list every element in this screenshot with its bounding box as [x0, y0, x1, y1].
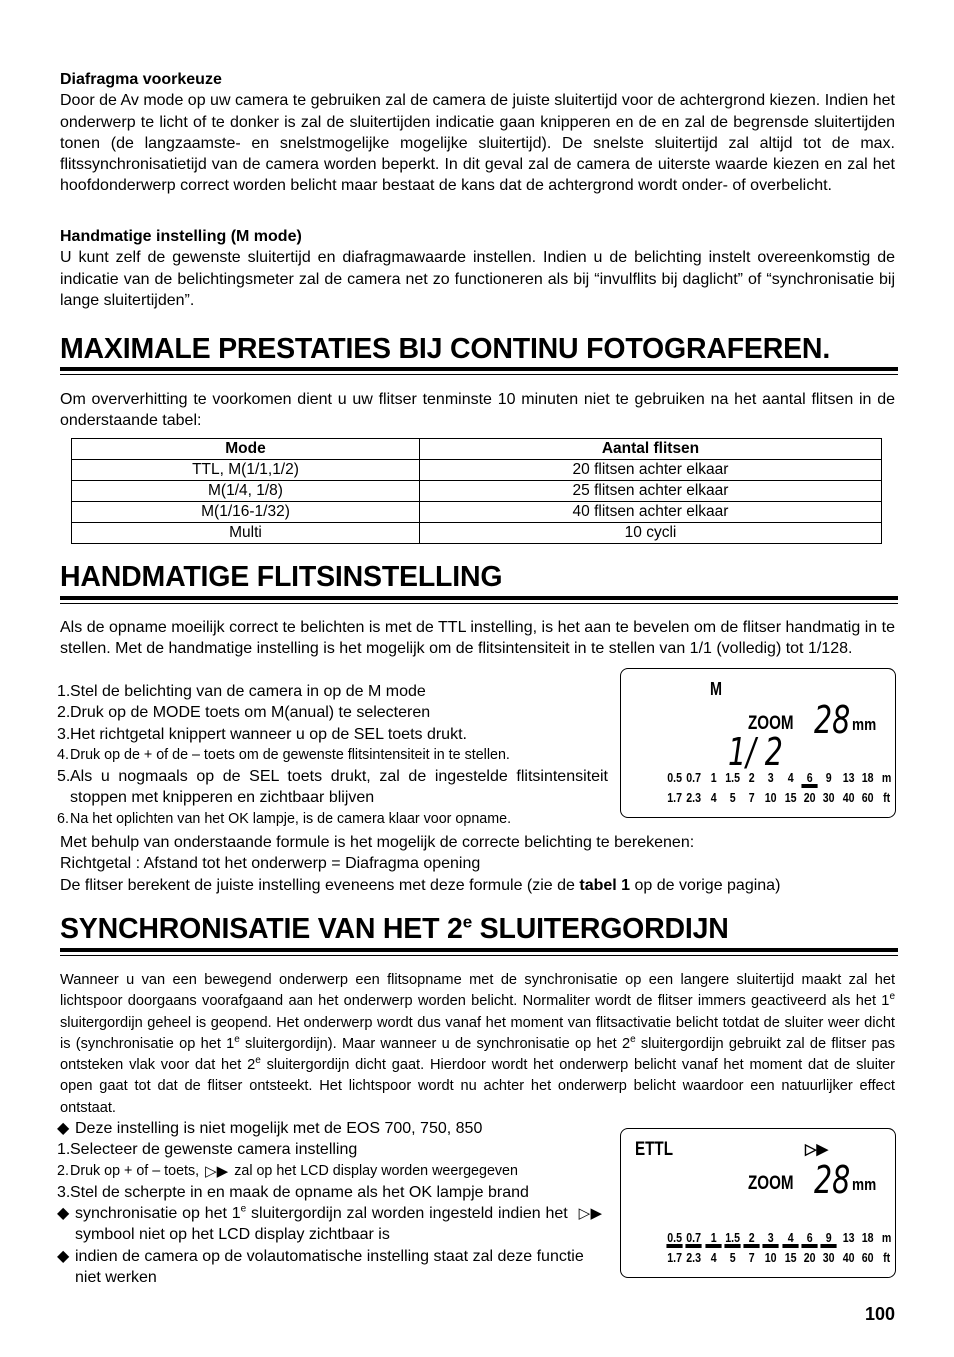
scale-value: 1.7 [667, 791, 683, 805]
text: sluitergordijn geheel is geopend. Het onderwerp wordt dus vanaf het moment van flitsactivatie belicht totdat de sluiter weer dicht is (synchronisatie op het 1 [60, 1014, 895, 1052]
scale-value: 0.7 [686, 771, 702, 785]
scale-value: 9 [826, 771, 832, 785]
list-item [57, 1161, 608, 1182]
scale-value: 40 [842, 791, 855, 805]
step-number: 6. [57, 810, 69, 827]
scale-value: 2.3 [686, 1251, 702, 1265]
section-heading: HANDMATIGE FLITSINSTELLING [60, 561, 503, 593]
section-heading [60, 913, 729, 945]
step-number: 1. [57, 1141, 71, 1159]
scale-value: 3 [768, 771, 775, 785]
list-item [57, 1203, 608, 1246]
list-item [57, 809, 608, 830]
scale-value: 1.5 [724, 1231, 740, 1248]
scale-value: 60 [861, 791, 874, 805]
scale-value: 40 [842, 1251, 855, 1265]
table-row [72, 523, 882, 544]
formula: Richtgetal : Afstand tot het onderwerp = Diafragma opening [60, 855, 481, 873]
scale-value: 30 [823, 1251, 835, 1265]
table-cell: Multi [72, 523, 420, 544]
lcd-mode: M [710, 679, 722, 699]
text: sluitergordijn gebruikt zal de flitser pas ontsteken vlak voor dat het 2 [60, 1035, 895, 1074]
scale-value: ft [883, 791, 891, 805]
lcd-mode: ETTL [635, 1139, 673, 1160]
text: sluitergordijn dicht gaat. Hierdoor wordt het onderwerp belicht vanaf het moment dat de sluiter open gaat tot dat de flitser ontsteekt. Het lichtspoor wordt nu achter het onderwerp belicht waardoor een natuurlijker effect ontstaat. [60, 1057, 895, 1116]
scale-value: 10 [765, 791, 778, 805]
lcd-feet-scale [665, 791, 897, 808]
step-text: Het richtgetal knippert wanneer u op de SEL toets drukt. [70, 725, 467, 743]
paragraph: Om oververhitting te voorkomen dient u uw flitser tenminste 10 minuten niet te gebruiken na het aantal flitsen in de onderstaande tabel: [60, 391, 895, 430]
scale-value: 15 [784, 791, 797, 805]
step-number: 2. [57, 1162, 69, 1179]
scale-value: 6 [802, 771, 818, 788]
scale-value: 5 [729, 791, 736, 805]
text: indien de camera op de volautomatische instelling staat zal deze functie niet werken [75, 1247, 584, 1287]
text: sluitergordijn zal worden ingesteld indien het [246, 1205, 568, 1223]
text: Stel de scherpte in en maak de opname als het OK lampje brand [70, 1183, 529, 1201]
scale-value: 0.7 [686, 1231, 702, 1248]
second-curtain-icon: ▷▶ [205, 1162, 229, 1180]
lcd-feet-scale [665, 1251, 897, 1268]
page-number: 100 [864, 1304, 895, 1324]
scale-value: 7 [748, 791, 755, 805]
scale-value: 2 [748, 771, 755, 785]
list-item [57, 702, 608, 723]
step-number: 5. [57, 768, 71, 786]
scale-value: 20 [803, 791, 816, 805]
scale-value: 20 [803, 1251, 816, 1265]
table-row [72, 460, 882, 481]
text: Deze instelling is niet mogelijk met de EOS 700, 750, 850 [75, 1120, 483, 1137]
section-aperture-priority [60, 69, 895, 197]
text: op de vorige pagina) [630, 876, 781, 894]
superscript: e [234, 1034, 240, 1046]
text: zal op het LCD display worden weergegeven [234, 1162, 518, 1179]
text: Selecteer de gewenste camera instelling [70, 1141, 358, 1159]
scale-value: 0.5 [667, 771, 683, 785]
scale-value: 60 [861, 1251, 874, 1265]
paragraph: U kunt zelf de gewenste sluitertijd en diafragmawaarde instellen. Indien u de belichting instelt overeenkomstig de indicatie van de belichtingsmeter zal de camera net zo functioneren als bij “invulflits bij daglicht” of “synchronisatie bij lange sluitertijden”. [60, 249, 895, 309]
scale-value: m [882, 1231, 892, 1245]
scale-value: 0.5 [666, 1231, 682, 1248]
paragraph: Met behulp van onderstaande formule is het mogelijk de correcte belichting te berekenen: [60, 834, 695, 851]
lcd-zoom-label: ZOOM [748, 713, 794, 734]
table-cell: 20 flitsen achter elkaar [420, 460, 882, 481]
lcd-meter-scale [665, 771, 897, 788]
superscript: e [630, 1034, 636, 1046]
step-text: Stel de belichting van de camera in op de M mode [70, 683, 426, 700]
step-number: 1. [57, 683, 71, 700]
scale-value: 18 [861, 1231, 874, 1245]
formula-block [60, 832, 895, 896]
scale-value: 18 [861, 771, 874, 785]
text [75, 1203, 608, 1246]
list-item [57, 1139, 608, 1160]
list-item [57, 681, 608, 702]
list-item [57, 1246, 608, 1289]
step-number: 3. [57, 725, 71, 743]
double-rule [60, 948, 898, 955]
step-number: 3. [57, 1183, 71, 1201]
text: sluitergordijn). Maar wanneer u de synchronisatie op het 2 [239, 1035, 631, 1052]
scale-value: 13 [842, 771, 855, 785]
diamond-bullet-icon: ◆ [57, 1205, 70, 1223]
section-manual-mode [60, 226, 895, 311]
table-cell: M(1/4, 1/8) [72, 481, 420, 502]
column-header: Mode [72, 439, 420, 460]
step-text: Na het oplichten van het OK lampje, is de camera klaar voor opname. [70, 810, 512, 827]
text: Druk op + of – toets, [70, 1162, 200, 1179]
sync-steps [57, 1118, 608, 1288]
scale-value: 1.5 [725, 771, 740, 785]
scale-value: 30 [823, 791, 835, 805]
section-heading: MAXIMALE PRESTATIES BIJ CONTINU FOTOGRAFEREN. [60, 333, 831, 365]
scale-value: 10 [765, 1251, 778, 1265]
table-row [72, 502, 882, 523]
paragraph [60, 970, 895, 1119]
scale-value: 1 [710, 771, 717, 785]
table-reference: tabel 1 [579, 876, 631, 894]
double-rule [60, 596, 898, 603]
table-cell: 25 flitsen achter elkaar [420, 481, 882, 502]
lcd-display-ettl [620, 1128, 896, 1278]
lcd-display-manual [620, 668, 896, 818]
scale-value: 7 [748, 1251, 755, 1265]
subheading: Handmatige instelling (M mode) [60, 228, 302, 245]
table-cell: TTL, M(1/1,1/2) [72, 460, 420, 481]
step-number: 4. [57, 746, 69, 763]
list-item [57, 745, 608, 766]
diamond-bullet-icon: ◆ [57, 1120, 70, 1137]
subheading: Diafragma voorkeuze [60, 71, 222, 88]
superscript: e [462, 912, 472, 932]
table-row [72, 481, 882, 502]
diamond-bullet-icon: ◆ [57, 1247, 70, 1265]
scale-value: 4 [787, 771, 794, 785]
scale-value: 4 [710, 1251, 717, 1265]
paragraph: Als de opname moeilijk correct te belichten is met de TTL instelling, is het aan te bevelen om de flitser handmatig in te stellen. Met de handmatige instelling is het mogelijk om de flitsintensiteit in te stellen van 1/1 (volledig) tot 1/128. [60, 619, 895, 658]
step-text: Druk op de + of de – toets om de gewenste flitsintensiteit in te stellen. [70, 746, 510, 763]
column-header: Aantal flitsen [420, 439, 882, 460]
scale-value: 2 [744, 1231, 760, 1248]
lcd-zoom-label: ZOOM [748, 1173, 794, 1194]
text: synchronisatie op het 1 [75, 1205, 241, 1223]
lcd-unit: mm [852, 715, 877, 734]
scale-value: 13 [842, 1231, 855, 1245]
list-item [57, 724, 608, 745]
list-item [57, 766, 608, 809]
scale-value: 4 [710, 791, 717, 805]
superscript: e [240, 1203, 247, 1215]
table-cell: M(1/16-1/32) [72, 502, 420, 523]
scale-value: 1 [705, 1231, 721, 1248]
second-curtain-sync-icon: ▷▶ [805, 1141, 829, 1158]
step-text: Als u nogmaals op de SEL toets drukt, zal de ingestelde flitsintensiteit stoppen met knipperen en zichtbaar blijven [70, 768, 608, 807]
table-cell: 40 flitsen achter elkaar [420, 502, 882, 523]
superscript: e [255, 1055, 261, 1067]
scale-value: 2.3 [686, 791, 702, 805]
lcd-focal-length: 28 [814, 1158, 851, 1202]
scale-value: 1.7 [667, 1251, 683, 1265]
lcd-focal-length: 28 [814, 698, 851, 742]
scale-value: 6 [802, 1231, 818, 1248]
scale-value: 9 [821, 1231, 837, 1248]
paragraph: Door de Av mode op uw camera te gebruiken zal de camera de juiste sluitertijd voor de achtergrond kiezen. Indien het onderwerp te licht of te donker is zal de sluitertijden indicatie gaan knipperen en de en zal de begrensde sluitertijden tonen (de langzaamste- en snelstmogelijke mogelijke sluitertijd). De snelste sluitertijd zal altijd tot de max. flitssynchronisatietijd van de camera worden beperkt. In dit geval zal de camera de uiterste waarde kiezen en zal het hoofdonderwerp correct worden belicht maar bestaat de kans dat de achtergrond wordt onder- of overbelicht. [60, 92, 895, 195]
lcd-meter-scale [665, 1231, 897, 1248]
text: Wanneer u van een bewegend onderwerp een flitsopname met de synchronisatie op een langere sluitertijd maakt zal het lichtspoor doorgaans voorafgaand aan het onderwerp worden belicht. Normaliter wordt de flitser immers geactiveerd als het 1 [60, 972, 895, 1010]
superscript: e [889, 991, 895, 1003]
list-item [57, 1118, 608, 1139]
double-rule [60, 367, 898, 374]
scale-value: ft [883, 1251, 891, 1265]
scale-value: 3 [763, 1231, 779, 1248]
table-cell: 10 cycli [420, 523, 882, 544]
scale-value: 15 [784, 1251, 797, 1265]
scale-value: 4 [782, 1231, 798, 1248]
text: De flitser berekent de juiste instelling eveneens met deze formule (zie de [60, 876, 580, 894]
second-curtain-icon: ▷▶ [578, 1205, 603, 1223]
step-number: 2. [57, 704, 71, 722]
flash-limit-table [71, 438, 882, 544]
scale-value: m [882, 771, 892, 785]
text: symbool niet op het LCD display zichtbaar is [75, 1226, 390, 1244]
steps-list [57, 681, 608, 830]
text: SYNCHRONISATIE VAN HET 2 [60, 913, 463, 945]
lcd-power-ratio: 1/ 2 [728, 730, 783, 774]
lcd-unit: mm [852, 1175, 877, 1194]
text: SLUITERGORDIJN [471, 913, 729, 945]
step-text: Druk op de MODE toets om M(anual) te selecteren [70, 704, 431, 722]
scale-value: 5 [729, 1251, 736, 1265]
paragraph [60, 875, 895, 896]
list-item [57, 1182, 608, 1203]
